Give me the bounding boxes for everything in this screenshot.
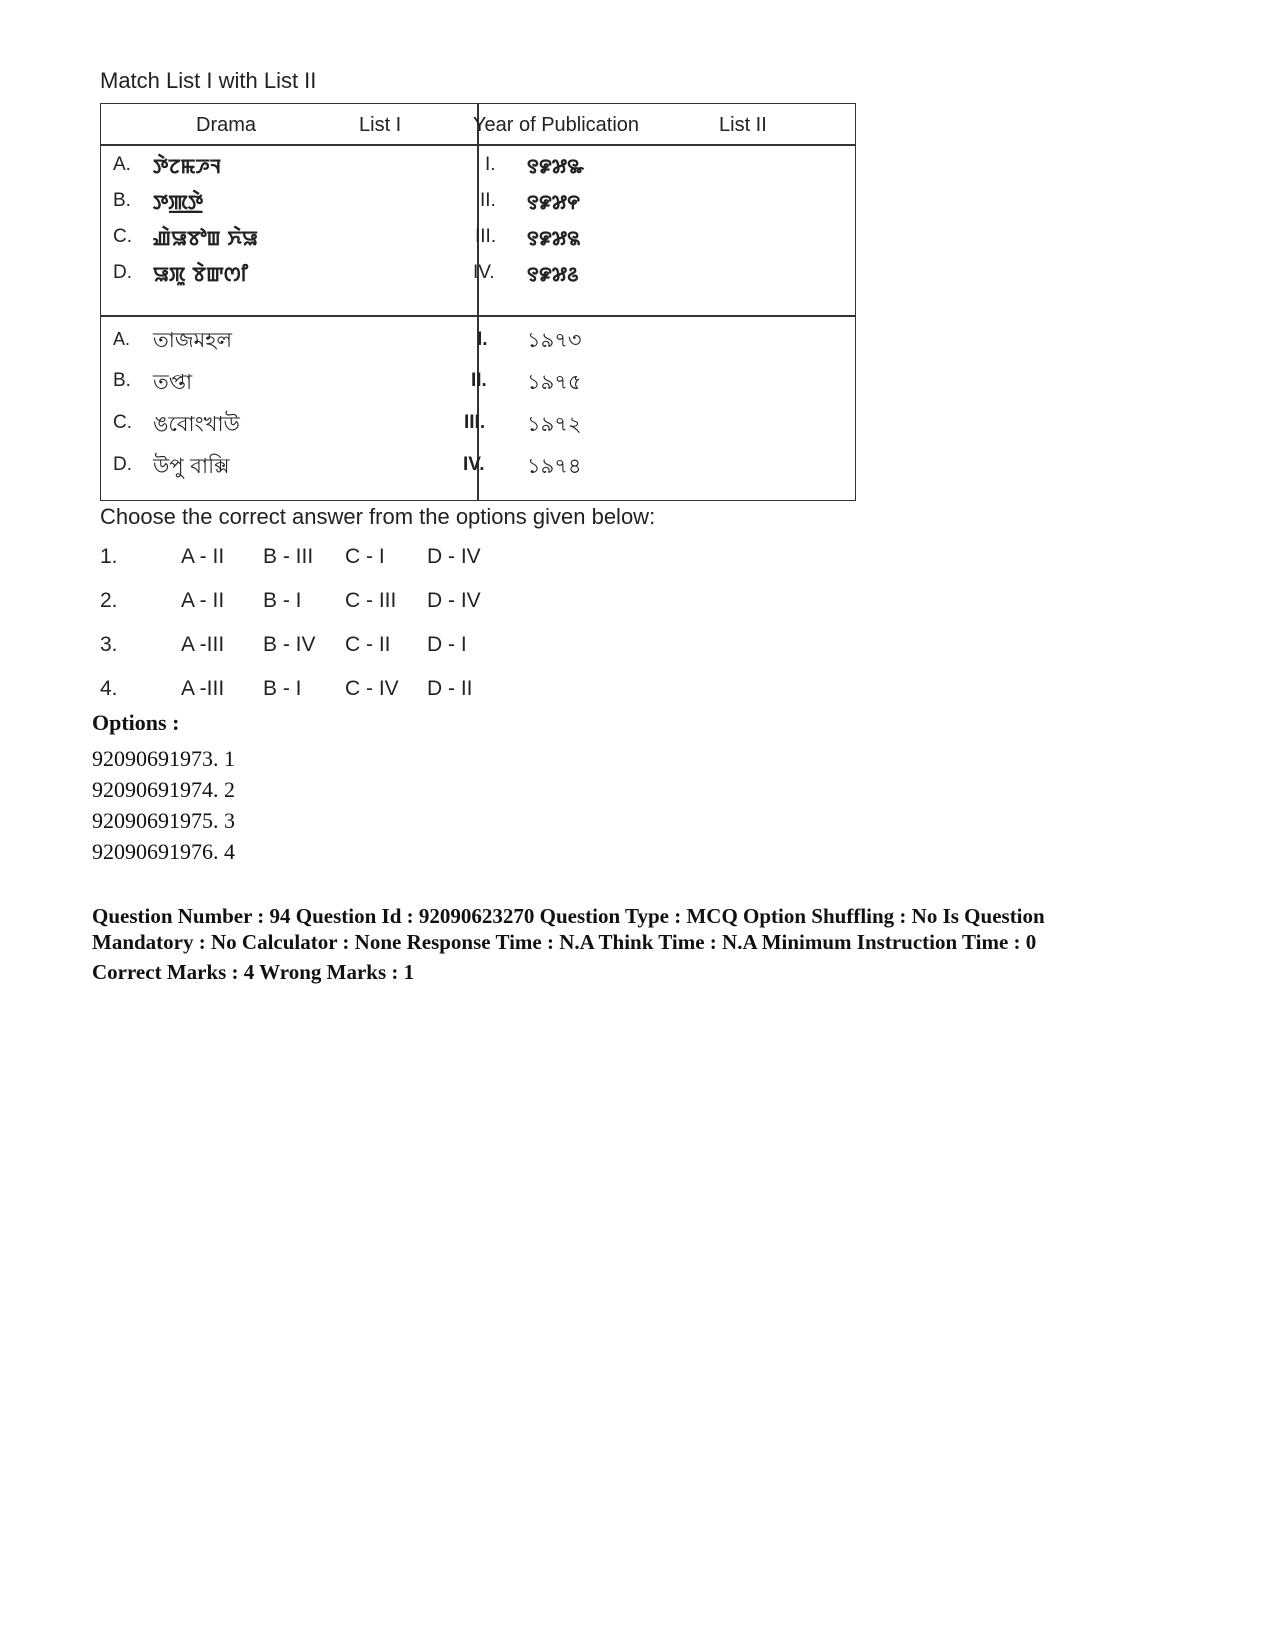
meitei-drama-title: ꯉꯥꯎꯕꯣꯡ ꯈꯥꯎ: [153, 226, 258, 250]
answer-choice-pair: B - IV: [263, 633, 316, 656]
question-heading: Match List I with List II: [100, 68, 317, 93]
option-item: 92090691973. 1: [92, 746, 235, 771]
match-table: [100, 103, 856, 501]
bengali-row-letter: C.: [113, 412, 132, 433]
answer-choice-pair: C - III: [345, 589, 397, 612]
bengali-row-roman: I.: [477, 329, 488, 350]
header-divider: [101, 144, 855, 146]
meitei-row-letter: A.: [113, 154, 131, 175]
options-label: Options :: [92, 710, 180, 735]
bengali-year: ১৯৭৩: [527, 328, 582, 352]
meitei-drama-title: ꯇꯄ꯭ꯇꯥ: [153, 190, 204, 214]
metadata-line: Mandatory : No Calculator : None Response Time : N.A Think Time : N.A Minimum Instruction Time : 0: [92, 930, 1037, 954]
answer-choice-pair: C - I: [345, 545, 385, 568]
meitei-row-roman: IV.: [473, 262, 495, 283]
answer-choice-row: [100, 589, 600, 619]
meitei-year: ꯱꯹꯷꯲: [527, 226, 581, 250]
answer-choice-pair: A -III: [181, 677, 225, 700]
answer-choice-pair: B - I: [263, 589, 302, 612]
bengali-year: ১৯৭৪: [527, 454, 582, 478]
header-year: Year of Publication: [473, 114, 640, 136]
bengali-drama-title: ঙবোংখাউ: [153, 412, 240, 436]
column-divider: [477, 104, 479, 500]
bengali-row-roman: III.: [464, 412, 486, 433]
answer-choice-number: 4.: [100, 677, 118, 700]
answer-choice-pair: D - II: [427, 677, 473, 700]
meitei-row-letter: D.: [113, 262, 132, 283]
section-divider: [101, 315, 855, 317]
meitei-year: ꯱꯹꯷꯴: [527, 262, 579, 286]
answer-choice-pair: C - IV: [345, 677, 399, 700]
bengali-drama-title: উপু বাক্সি: [153, 454, 230, 478]
answer-choice-pair: D - I: [427, 633, 467, 656]
answer-choice-pair: A - II: [181, 589, 225, 612]
answer-choice-row: [100, 545, 600, 575]
answer-choice-row: [100, 633, 600, 663]
question-metadata: [92, 903, 1192, 985]
header-list-i: List I: [359, 114, 402, 136]
bengali-year: ১৯৭২: [527, 412, 582, 436]
bengali-year: ১৯৭৫: [527, 370, 582, 394]
answer-choice-number: 3.: [100, 633, 118, 656]
answer-choice-pair: A -III: [181, 633, 225, 656]
answer-choice-pair: C - II: [345, 633, 391, 656]
bengali-row-roman: IV.: [463, 454, 485, 475]
answer-choice-pair: A - II: [181, 545, 225, 568]
bengali-row-letter: A.: [113, 329, 131, 349]
answer-choice-row: [100, 677, 600, 707]
answer-choice-pair: D - IV: [427, 545, 481, 568]
meitei-row-roman: II.: [480, 190, 496, 211]
choose-instruction: Choose the correct answer from the options given below:: [100, 504, 656, 529]
meitei-row-letter: B.: [113, 190, 131, 211]
question-image: [100, 62, 860, 742]
header-drama: Drama: [196, 114, 257, 136]
answer-choice-number: 1.: [100, 545, 118, 568]
meitei-year: ꯱꯹꯷꯵: [527, 190, 580, 214]
answer-choice-pair: B - III: [263, 545, 314, 568]
marks-line: Correct Marks : 4 Wrong Marks : 1: [92, 960, 415, 984]
meitei-row-roman: III.: [475, 226, 497, 247]
meitei-drama-title: ꯎꯞꯨ ꯕꯥꯛꯁꯤ: [153, 262, 248, 286]
meitei-row-letter: C.: [113, 226, 132, 247]
meitei-year: ꯱꯹꯷꯳: [527, 154, 584, 178]
header-list-ii: List II: [719, 114, 767, 136]
bengali-row-letter: B.: [113, 370, 131, 391]
metadata-line: Question Number : 94 Question Id : 92090623270 Question Type : MCQ Option Shuffling : No Is Question: [92, 904, 1045, 928]
option-item: 92090691976. 4: [92, 839, 235, 864]
bengali-row-roman: II.: [471, 370, 487, 391]
answer-choice-pair: D - IV: [427, 589, 481, 612]
meitei-row-roman: I.: [485, 154, 496, 175]
bengali-drama-title: তপ্তা: [153, 370, 193, 394]
bengali-row-letter: D.: [113, 454, 132, 475]
option-item: 92090691975. 3: [92, 808, 235, 833]
options-block: [92, 710, 235, 867]
meitei-drama-title: ꯇꯥꯖꯃꯍꯜ: [153, 154, 222, 178]
answer-choice-number: 2.: [100, 589, 118, 612]
answer-choice-pair: B - I: [263, 677, 302, 700]
bengali-drama-title: তাজমহল: [153, 328, 232, 352]
option-item: 92090691974. 2: [92, 777, 235, 802]
